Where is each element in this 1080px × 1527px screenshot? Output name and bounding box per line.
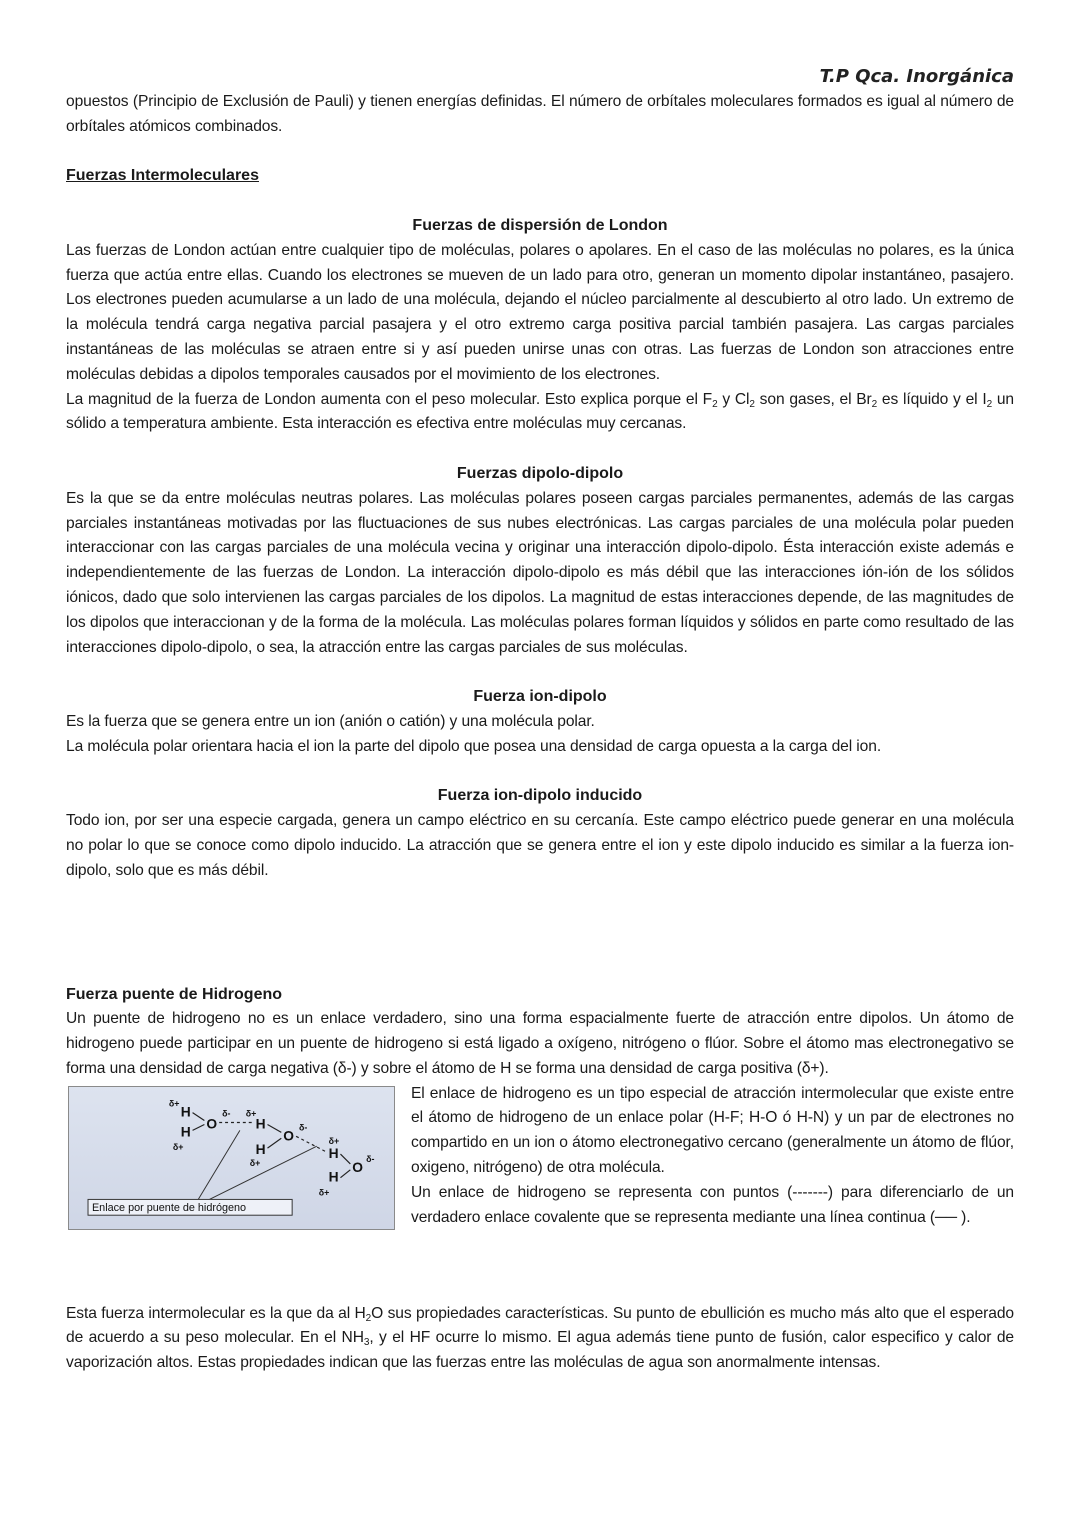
intermolecular-heading: Fuerzas Intermoleculares [66, 167, 259, 185]
delta-minus: δ- [222, 1108, 231, 1119]
london-heading: Fuerzas de dispersión de London [412, 216, 668, 234]
ion-induced-heading: Fuerza ion-dipolo inducido [437, 787, 643, 805]
atom-h: H [328, 1169, 339, 1185]
atom-h: H [255, 1141, 266, 1157]
atom-o: O [352, 1159, 364, 1175]
ion-dipole-heading: Fuerza ion-dipolo [473, 688, 607, 706]
hydrogen-paragraph-3: Un enlace de hidrogeno se representa con puntos (-------) para diferenciarlo de un verdadero enlace covalente que se representa mediante una línea continua (── ). [411, 1183, 1014, 1226]
ion-dipole-paragraph-2: La molécula polar orientara hacia el ion la parte del dipolo que posea una densidad de carga opuesta a la carga del ion. [66, 737, 882, 755]
intro-paragraph: opuestos (Principio de Exclusión de Pauli) y tienen energías definidas. El número de orbítales moleculares formados es igual al número de orbítales atómicos combinados. [66, 93, 1014, 135]
atom-h: H [328, 1145, 339, 1161]
delta-plus: δ+ [168, 1098, 180, 1109]
delta-minus: δ- [299, 1122, 308, 1133]
atom-h: H [180, 1104, 191, 1120]
hydrogen-heading: Fuerza puente de Hidrogeno [66, 985, 283, 1003]
delta-plus: δ+ [172, 1141, 184, 1152]
ion-induced-paragraph: Todo ion, por ser una especie cargada, genera un campo eléctrico en su cercanía. Este campo eléctrico puede generar en una molécula no polar lo que se conoce como dipolo inducido. La atracción que se genera entre el ion y este dipolo inducido es similar a la fuerza ion- dipolo, solo que es más débil. [66, 812, 1014, 879]
diagram-label: Enlace por puente de hidrógeno [91, 1201, 247, 1214]
delta-minus: δ- [366, 1153, 375, 1164]
hydrogen-bond-row [66, 1082, 1014, 1232]
hydrogen-paragraph-1: Un puente de hidrogeno no es un enlace verdadero, sino una forma espacialmente fuerte de atracción entre dipolos. Un átomo de hidrogeno puede participar en un puente de hidrogeno si está ligado a oxígeno, nitrógeno o flúor. Sobre el átomo mas electronegativo se forma una densidad de carga negativa (δ-) y sobre el átomo de H se forma una densidad de carga positiva (δ+). [66, 1010, 1014, 1077]
dipole-paragraph: Es la que se da entre moléculas neutras polares. Las moléculas polares poseen cargas parciales permanentes, además de las cargas parciales instantáneas motivadas por las fluctuaciones de sus nubes electrónicas. Las cargas parciales de una molécula polar pueden interaccionar con las cargas parciales de una molécula vecina y originar una interacción dipolo-dipolo. Ésta interacción existe además e independientemente de las fuerzas de London. La interacción dipolo-dipolo es más débil que las interacciones ión-ión de los sólidos iónicos, dado que solo intervienen las cargas parciales de los dipolos. La magnitud de estas interacciones depende, de las magnitudes de los dipolos que interaccionan y de la forma de la molécula. Las moléculas polares forman líquidos y sólidos en parte como resultado de las interacciones dipolo-dipolo, o sea, la atracción entre las cargas parciales de sus moléculas. [66, 489, 1014, 656]
delta-plus: δ+ [249, 1157, 261, 1168]
atom-o: O [206, 1116, 218, 1132]
header-title: T.P Qca. Inorgánica [819, 66, 1014, 87]
london-paragraph-2: La magnitud de la fuerza de London aumenta con el peso molecular. Esto explica porque el $F_2$ y $Cl_2$ son gases, el $Br_2$ es líquido y el $I_2$ un sólido a temperatura ambiente. Esta interacción es efectiva entre moléculas muy cercanas. [66, 390, 1014, 433]
hydrogen-bond-text [411, 1082, 1014, 1231]
london-paragraph-1: Las fuerzas de London actúan entre cualquier tipo de moléculas, polares o apolares. En el caso de las moléculas no polares, es la única fuerza que actúa entre ellas. Cuando los electrones se mueven de un lado para otro, generan un momento dipolar instantáneo, pasajero. Los electrones pueden acumularse a un lado de una molécula, dejando el núcleo parcialmente al descubierto al otro lado. Un extremo de la molécula tendrá carga negativa parcial pasajera y el otro extremo carga positiva parcial también pasajera. Las cargas parciales instantáneas de las moléculas se atraen entre si y así pueden unirse unas con otras. Las fuerzas de London son atracciones entre moléculas debidas a dipolos temporales causados por el movimiento de los electrones. [66, 241, 1014, 383]
hydrogen-bond-diagram [68, 1086, 395, 1230]
atom-o: O [283, 1127, 295, 1143]
atom-h: H [180, 1123, 191, 1139]
atom-h: H [255, 1116, 266, 1132]
delta-plus: δ+ [328, 1135, 340, 1146]
hydrogen-paragraph-2: El enlace de hidrogeno es un tipo especial de atracción intermolecular que existe entre el átomo de hidrogeno de un enlace polar (H-F; H-O ó H-N) y un par de electrones no compartido en un ion o átomo electronegativo cercano (generalmente un átomo de flúor, oxigeno, nitrógeno) de otra molécula. [411, 1084, 1014, 1177]
dipole-heading: Fuerzas dipolo-dipolo [456, 464, 624, 482]
delta-plus: δ+ [245, 1108, 257, 1119]
hydrogen-paragraph-4: Esta fuerza intermolecular es la que da al $H_2O$ sus propiedades características. Su punto de ebullición es mucho más alto que el esperado de acuerdo a su peso molecular. En el $NH_3$, y el HF ocurre lo mismo. El agua además tiene punto de fusión, calor especifico y calor de vaporización altos. Estas propiedades indican que las fuerzas entre las moléculas de agua son anormalmente intensas. [66, 1304, 1014, 1372]
delta-plus: δ+ [318, 1187, 330, 1198]
ion-dipole-paragraph-1: Es la fuerza que se genera entre un ion (anión o catión) y una molécula polar. [66, 712, 595, 730]
document-body [66, 90, 1014, 1376]
